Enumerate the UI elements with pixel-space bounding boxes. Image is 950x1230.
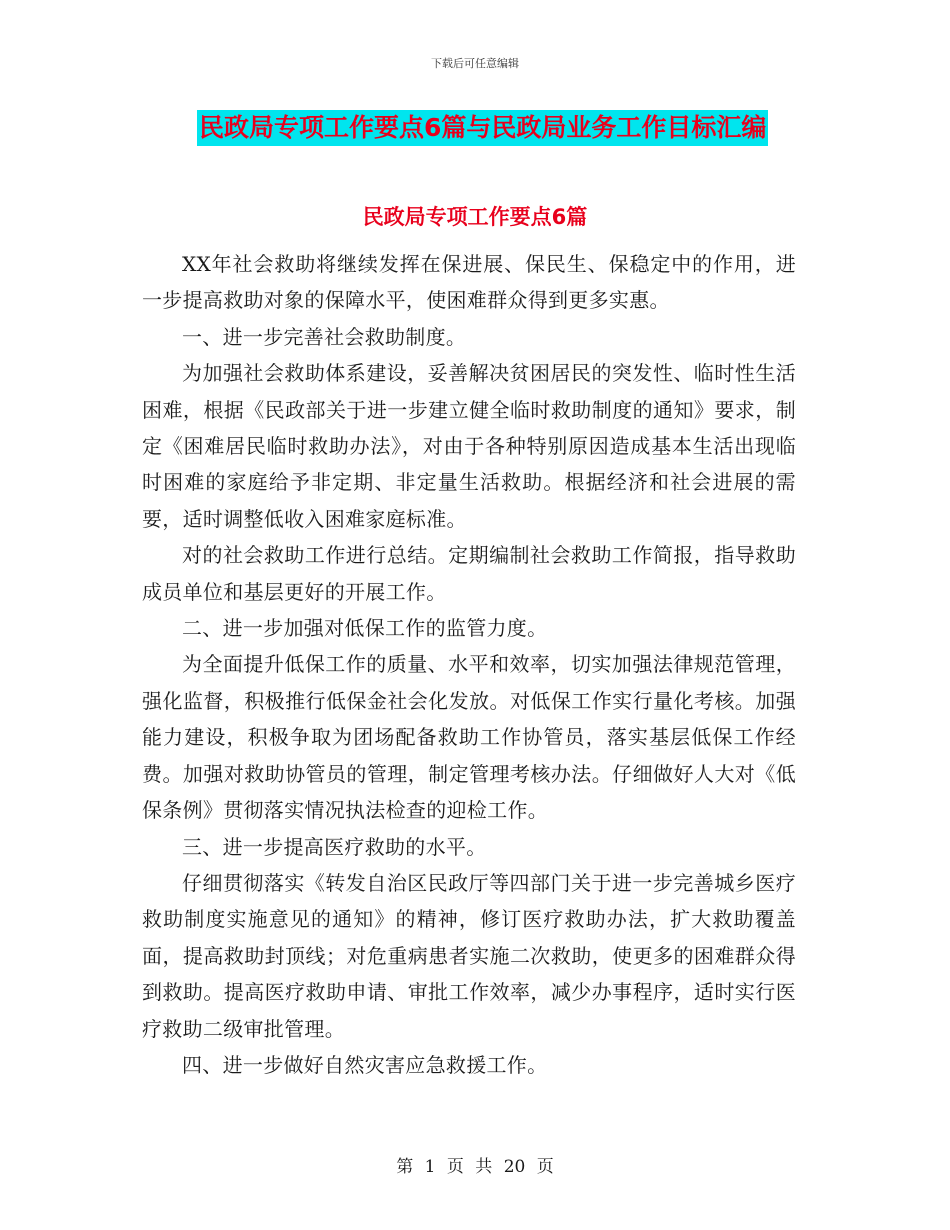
document-title: 民政局专项工作要点6篇与民政局业务工作目标汇编 [197,110,768,146]
heading-section-1: 一、进一步完善社会救助制度。 [182,324,467,349]
section-title: 民政局专项工作要点6篇 [362,205,588,229]
heading-section-3: 三、进一步提高医疗救助的水平。 [182,834,487,859]
page-footer: 第 1 页 共 20 页 [396,1157,554,1177]
paragraph-section-2: 为全面提升低保工作的质量、水平和效率，切实加强法律规范管理，强化监督，积极推行低保金社会化发放。对低保工作实行量化考核。加强能力建设，积极争取为团场配备救助工作协管员，落实基层低保工作经费。加强对救助协管员的管理，制定管理考核办法。仔细做好人大对《低保条例》贯彻落实情况执法检查的迎检工作。 [142,652,796,823]
document-title-container [197,110,768,146]
paragraph-section-1b: 对的社会救助工作进行总结。定期编制社会救助工作简报，指导救助成员单位和基层更好的开展工作。 [142,543,796,604]
paragraph-intro: XX年社会救助将继续发挥在保进展、保民生、保稳定中的作用，进一步提高救助对象的保障水平，使困难群众得到更多实惠。 [142,252,796,313]
paragraph-section-1a: 为加强社会救助体系建设，妥善解决贫困居民的突发性、临时性生活困难，根据《民政部关于进一步建立健全临时救助制度的通知》要求，制定《困难居民临时救助办法》，对由于各种特别原因造成基本生活出现临时困难的家庭给予非定期、非定量生活救助。根据经济和社会进展的需要，适时调整低收入困难家庭标准。 [142,361,796,531]
paragraph-section-3: 仔细贯彻落实《转发自治区民政厅等四部门关于进一步完善城乡医疗救助制度实施意见的通知》的精神，修订医疗救助办法，扩大救助覆盖面，提高救助封顶线；对危重病患者实施二次救助，使更多的困难群众得到救助。提高医疗救助申请、审批工作效率，减少办事程序，适时实行医疗救助二级审批管理。 [142,870,796,1041]
document-body [142,246,796,1083]
header-note: 下载后可任意编辑 [431,57,519,70]
heading-section-4: 四、进一步做好自然灾害应急救援工作。 [182,1052,548,1077]
heading-section-2: 二、进一步加强对低保工作的监管力度。 [182,616,548,641]
